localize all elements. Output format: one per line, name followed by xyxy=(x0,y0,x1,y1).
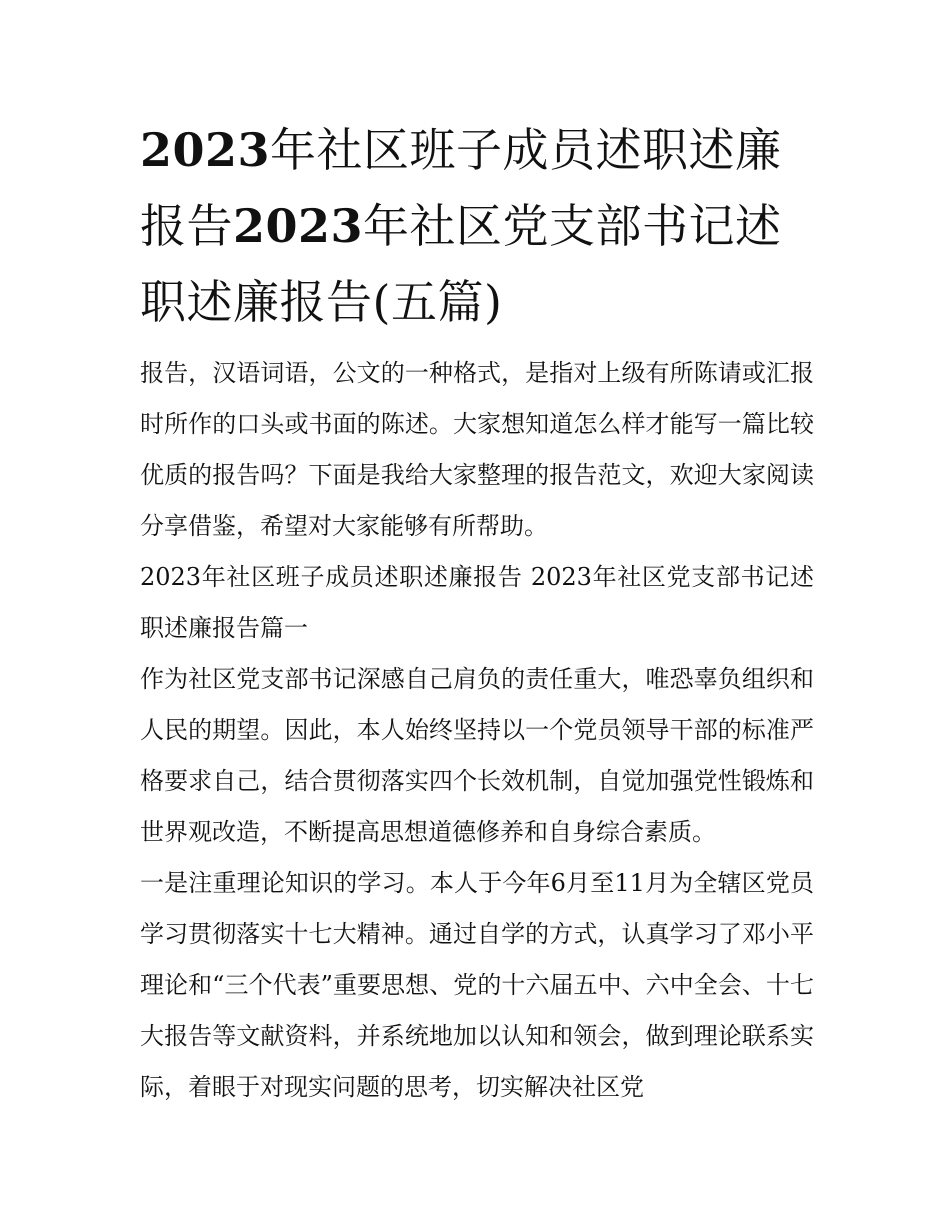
intro-paragraph: 报告，汉语词语，公文的一种格式，是指对上级有所陈请或汇报时所作的口头或书面的陈述。大家想知道怎么样才能写一篇比较优质的报告吗？下面是我给大家整理的报告范文，欢迎大家阅读分享借鉴，希望对大家能够有所帮助。 xyxy=(140,359,814,540)
document-body xyxy=(140,112,814,1113)
body-paragraph-1: 作为社区党支部书记深感自己肩负的责任重大，唯恐辜负组织和人民的期望。因此，本人始终坚持以一个党员领导干部的标准严格要求自己，结合贯彻落实四个长效机制，自觉加强党性锻炼和世界观改造，不断提高思想道德修养和自身综合素质。 xyxy=(140,665,814,846)
title-year-1: 2023 xyxy=(140,123,271,177)
title-year-2: 2023 xyxy=(233,199,364,253)
section-heading: 2023年社区班子成员述职述廉报告 2023年社区党支部书记述职述廉报告篇一 xyxy=(140,563,814,642)
body-paragraph-2: 一是注重理论知识的学习。本人于今年6月至11月为全辖区党员学习贯彻落实十七大精神。通过自学的方式，认真学习了邓小平理论和“三个代表”重要思想、党的十六届五中、六中全会、十七大报告等文献资料，并系统地加以认知和领会，做到理论联系实际，着眼于对现实问题的思考，切实解决社区党 xyxy=(140,869,814,1101)
title-segment-1: 年社区班子成员述职述廉报告 xyxy=(140,123,782,253)
title-segment-2: 年社区党支部书记述职述廉报告(五篇) xyxy=(140,199,782,329)
document-title xyxy=(140,112,814,340)
